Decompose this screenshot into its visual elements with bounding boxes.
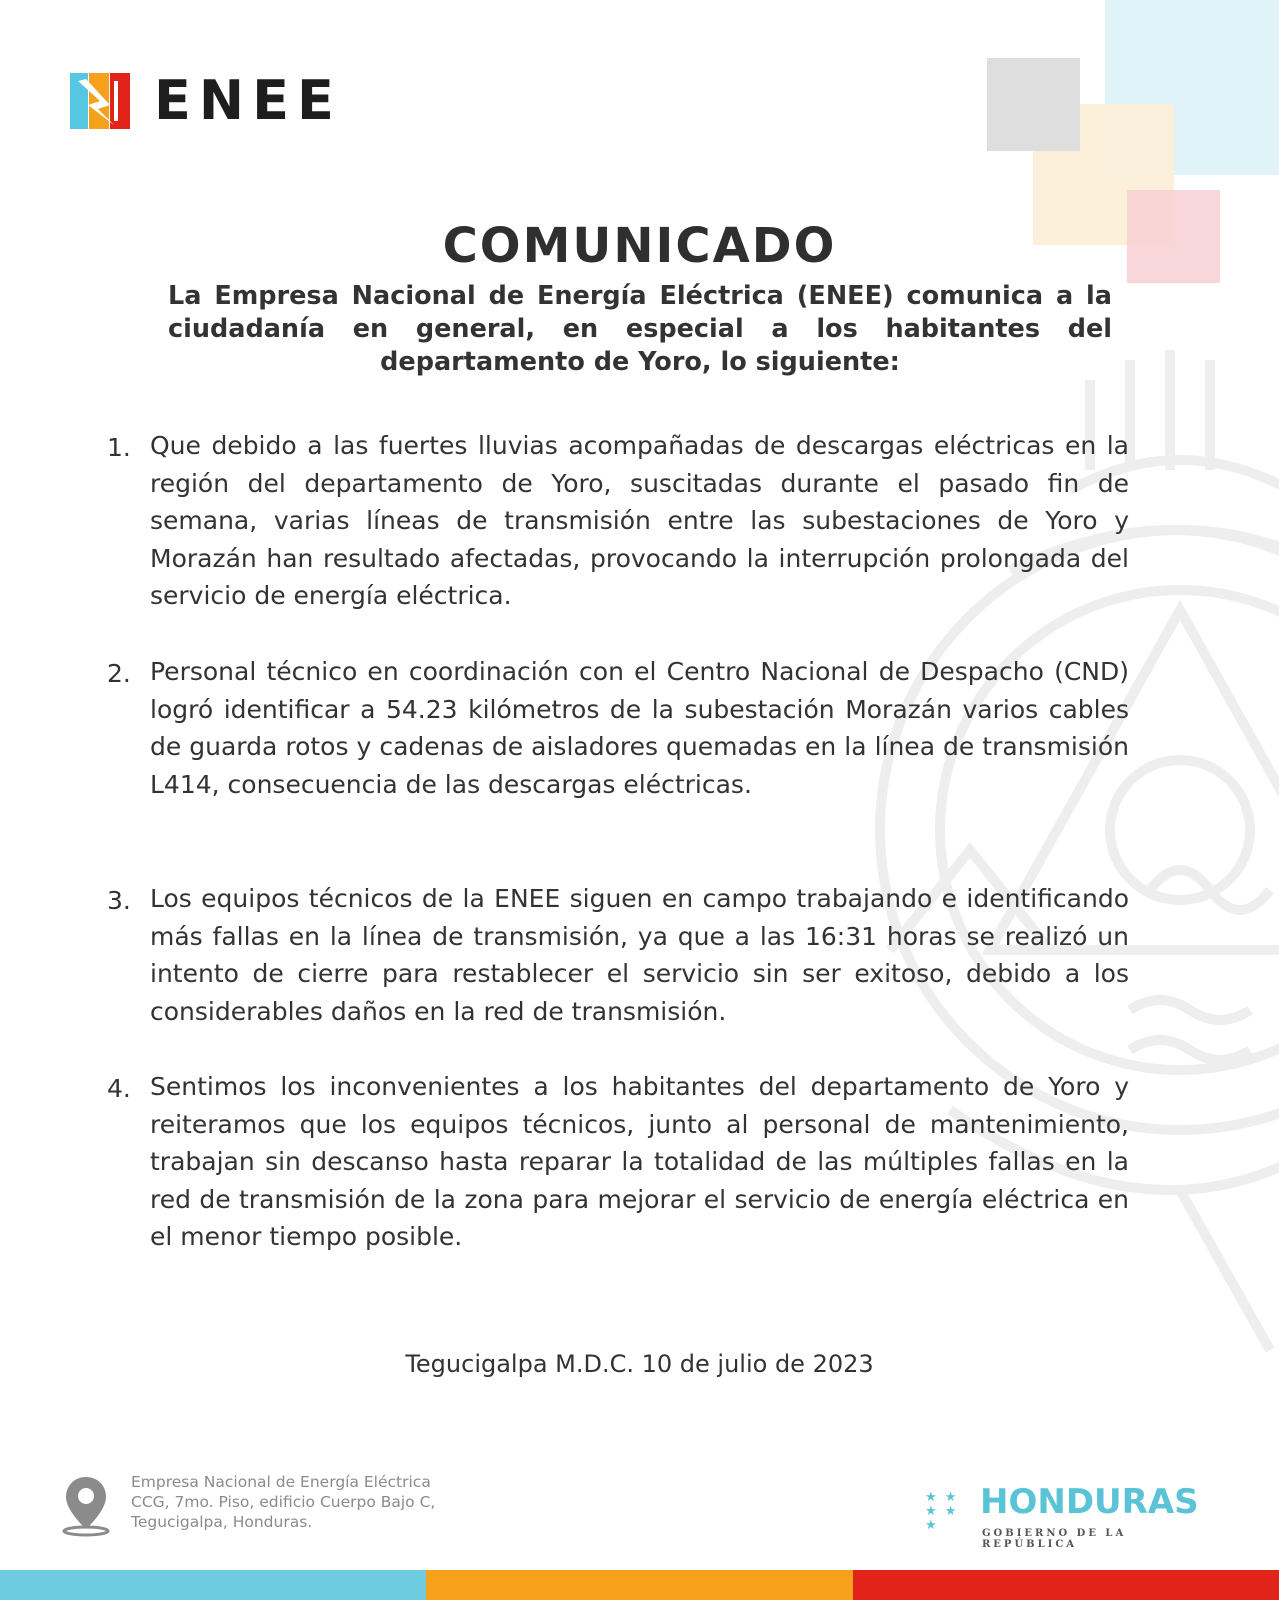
enee-logo-text: ENEE	[154, 69, 342, 132]
footer-bar-orange	[426, 1570, 853, 1600]
intro-paragraph: La Empresa Nacional de Energía Eléctrica (ENEE) comunica a la ciudadanía en general, en especial a los habitantes del departamento de Yoro, lo siguiente:	[168, 281, 1112, 377]
location-pin-icon	[60, 1473, 112, 1537]
list-item-text: Personal técnico en coordinación con el Centro Nacional de Despacho (CND) logró identificar a 54.23 kilómetros de la subestación Morazán varios cables de guarda rotos y cadenas de aisladores quemadas en la línea de transmisión L414, consecuencia de las descargas eléctricas.	[150, 657, 1129, 799]
page-title: COMUNICADO	[442, 218, 837, 274]
date-line: Tegucigalpa M.D.C. 10 de julio de 2023	[405, 1350, 874, 1378]
list-item-number: 1.	[107, 433, 131, 462]
honduras-stars-icon: ★ ★ ★ ★ ★	[925, 1490, 959, 1533]
honduras-subtitle: GOBIERNO DE LA REPÚBLICA	[982, 1528, 1127, 1550]
list-item-number: 3.	[107, 886, 131, 915]
address-line: CCG, 7mo. Piso, edificio Cuerpo Bajo C,	[131, 1493, 436, 1511]
honduras-wordmark: HONDURAS	[980, 1482, 1199, 1522]
enee-logo-mark-icon	[70, 71, 130, 131]
address-line: Empresa Nacional de Energía Eléctrica	[131, 1473, 431, 1491]
list-item-text: Los equipos técnicos de la ENEE siguen en campo trabajando e identificando más fallas en la línea de transmisión, ya que a las 16:31 horas se realizó un intento de cierre para restablecer el servicio sin ser exitoso, debido a los considerables daños en la red de transmisión.	[150, 884, 1129, 1026]
list-item	[107, 1068, 1129, 1256]
footer-bar-red	[853, 1570, 1279, 1600]
list-item	[107, 880, 1129, 1030]
list-item-number: 2.	[107, 659, 131, 688]
enee-logo	[70, 70, 342, 132]
list-item-number: 4.	[107, 1074, 131, 1103]
footer-bar-blue	[0, 1570, 426, 1600]
honduras-government-logo	[925, 1482, 1225, 1550]
list-item-text: Que debido a las fuertes lluvias acompañadas de descargas eléctricas en la región del departamento de Yoro, suscitadas durante el pasado fin de semana, varias líneas de transmisión entre las subestaciones de Yoro y Morazán han resultado afectadas, provocando la interrupción prolongada del servicio de energía eléctrica.	[150, 431, 1129, 610]
address-line: Tegucigalpa, Honduras.	[131, 1513, 313, 1531]
footer-address	[131, 1472, 435, 1532]
list-item	[107, 653, 1129, 803]
decor-square-gray	[987, 58, 1080, 151]
list-item	[107, 427, 1129, 615]
list-item-text: Sentimos los inconvenientes a los habitantes del departamento de Yoro y reiteramos que los equipos técnicos, junto al personal de mantenimiento, trabajan sin descanso hasta reparar la totalidad de las múltiples fallas en la red de transmisión de la zona para mejorar el servicio de energía eléctrica en el menor tiempo posible.	[150, 1072, 1129, 1251]
